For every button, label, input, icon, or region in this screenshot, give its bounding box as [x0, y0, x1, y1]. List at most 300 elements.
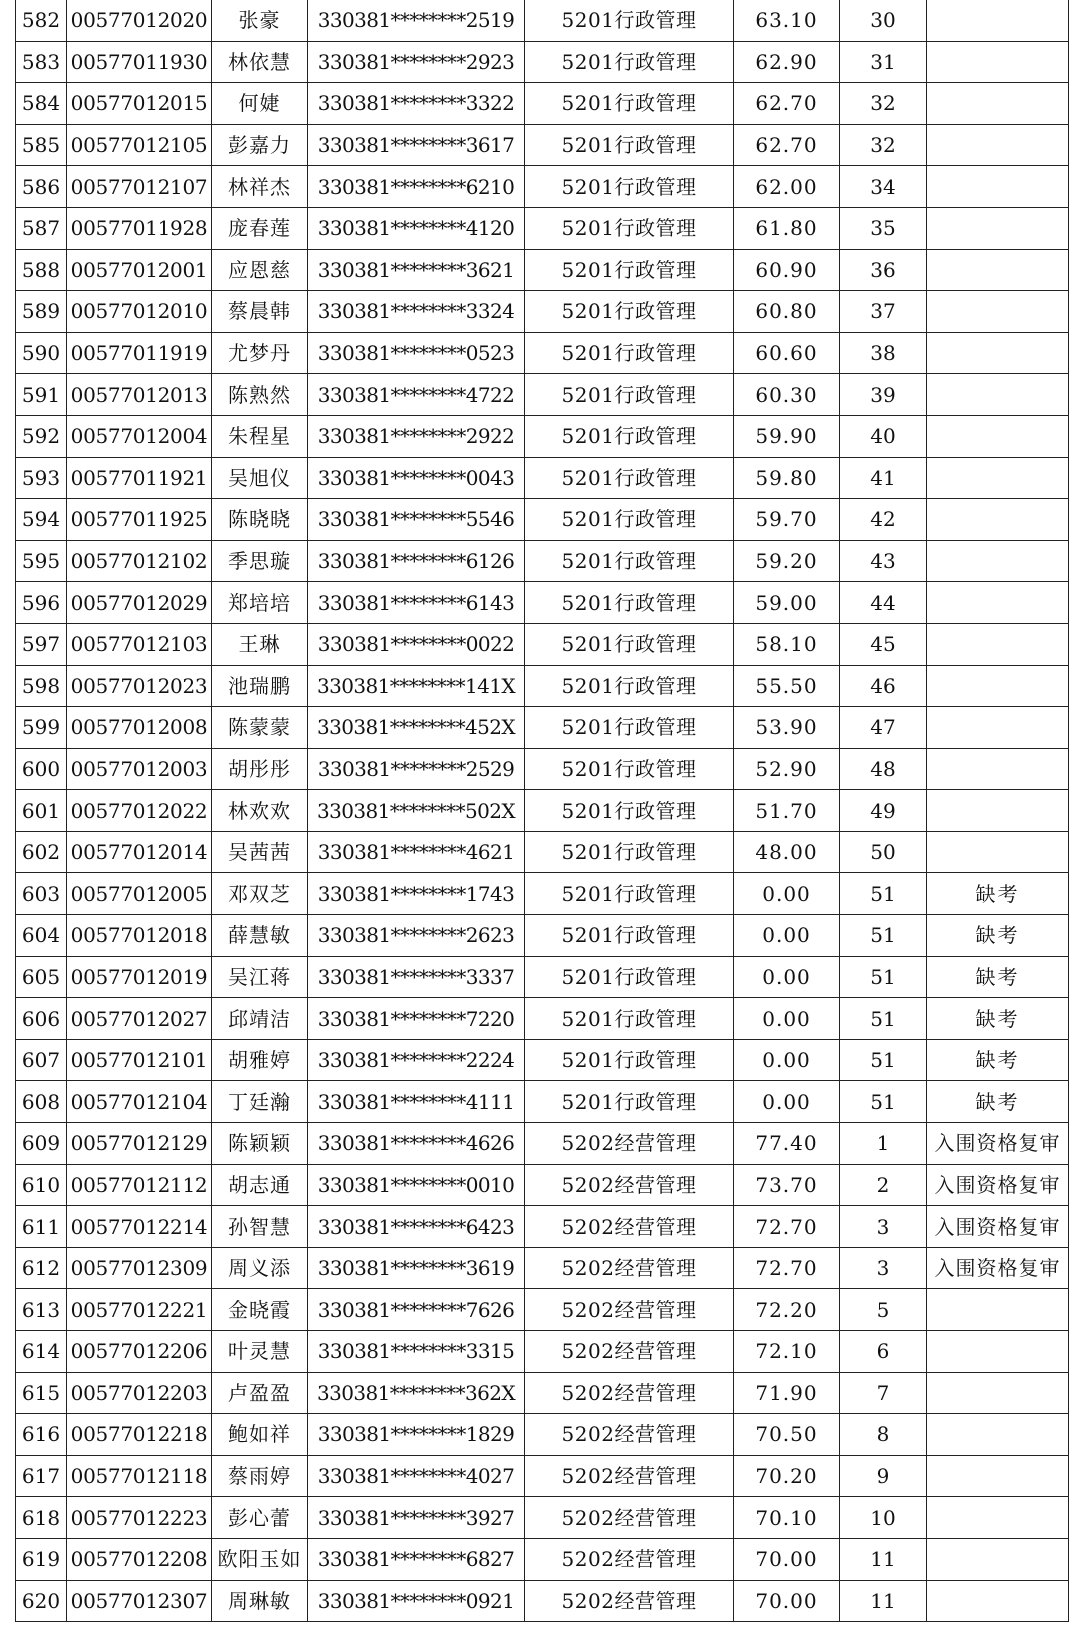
remark-cell	[927, 124, 1069, 166]
seq-cell: 596	[16, 582, 67, 624]
ticket-number-cell: 00577012015	[67, 83, 212, 125]
position-cell: 5201行政管理	[525, 83, 734, 125]
remark-cell: 缺考	[927, 873, 1069, 915]
score-cell: 62.00	[734, 166, 840, 208]
table-row	[16, 0, 1069, 41]
remark-cell	[927, 623, 1069, 665]
remark-cell	[927, 1580, 1069, 1622]
seq-cell: 594	[16, 499, 67, 541]
name-cell: 孙智慧	[212, 1206, 308, 1248]
name-cell: 邓双芝	[212, 873, 308, 915]
seq-cell: 610	[16, 1164, 67, 1206]
score-cell: 70.20	[734, 1455, 840, 1497]
name-cell: 朱程星	[212, 415, 308, 457]
position-cell: 5202经营管理	[525, 1414, 734, 1456]
id-number-cell: 330381********3322	[308, 83, 525, 125]
score-cell: 0.00	[734, 1039, 840, 1081]
table-row	[16, 1039, 1069, 1081]
rank-cell: 11	[840, 1538, 927, 1580]
rank-cell: 3	[840, 1247, 927, 1289]
score-cell: 52.90	[734, 748, 840, 790]
name-cell: 季思璇	[212, 540, 308, 582]
remark-cell	[927, 540, 1069, 582]
position-cell: 5202经营管理	[525, 1289, 734, 1331]
seq-cell: 590	[16, 332, 67, 374]
remark-cell	[927, 41, 1069, 83]
score-cell: 70.00	[734, 1580, 840, 1622]
position-cell: 5202经营管理	[525, 1123, 734, 1165]
id-number-cell: 330381********2519	[308, 0, 525, 41]
seq-cell: 585	[16, 124, 67, 166]
score-cell: 70.50	[734, 1414, 840, 1456]
ticket-number-cell: 00577011919	[67, 332, 212, 374]
score-cell: 59.00	[734, 582, 840, 624]
position-cell: 5201行政管理	[525, 790, 734, 832]
id-number-cell: 330381********0010	[308, 1164, 525, 1206]
id-number-cell: 330381********6143	[308, 582, 525, 624]
remark-cell: 缺考	[927, 1039, 1069, 1081]
position-cell: 5201行政管理	[525, 249, 734, 291]
ticket-number-cell: 00577012014	[67, 831, 212, 873]
score-cell: 70.00	[734, 1538, 840, 1580]
position-cell: 5201行政管理	[525, 582, 734, 624]
name-cell: 陈蒙蒙	[212, 707, 308, 749]
position-cell: 5201行政管理	[525, 207, 734, 249]
position-cell: 5201行政管理	[525, 665, 734, 707]
position-cell: 5201行政管理	[525, 707, 734, 749]
ticket-number-cell: 00577012107	[67, 166, 212, 208]
score-cell: 63.10	[734, 0, 840, 41]
seq-cell: 591	[16, 374, 67, 416]
remark-cell	[927, 332, 1069, 374]
id-number-cell: 330381********502X	[308, 790, 525, 832]
table-row	[16, 1538, 1069, 1580]
ticket-number-cell: 00577012223	[67, 1497, 212, 1539]
score-cell: 48.00	[734, 831, 840, 873]
remark-cell	[927, 166, 1069, 208]
name-cell: 丁廷瀚	[212, 1081, 308, 1123]
table-row	[16, 623, 1069, 665]
id-number-cell: 330381********141X	[308, 665, 525, 707]
remark-cell: 入围资格复审	[927, 1247, 1069, 1289]
rank-cell: 40	[840, 415, 927, 457]
ticket-number-cell: 00577012008	[67, 707, 212, 749]
table-row	[16, 831, 1069, 873]
seq-cell: 584	[16, 83, 67, 125]
seq-cell: 587	[16, 207, 67, 249]
rank-cell: 49	[840, 790, 927, 832]
position-cell: 5201行政管理	[525, 457, 734, 499]
remark-cell	[927, 582, 1069, 624]
score-cell: 62.70	[734, 124, 840, 166]
seq-cell: 600	[16, 748, 67, 790]
rank-cell: 6	[840, 1331, 927, 1373]
score-cell: 71.90	[734, 1372, 840, 1414]
rank-cell: 7	[840, 1372, 927, 1414]
rank-cell: 37	[840, 291, 927, 333]
ticket-number-cell: 00577012307	[67, 1580, 212, 1622]
seq-cell: 614	[16, 1331, 67, 1373]
score-cell: 60.60	[734, 332, 840, 374]
id-number-cell: 330381********4027	[308, 1455, 525, 1497]
score-cell: 59.70	[734, 499, 840, 541]
name-cell: 邱靖洁	[212, 998, 308, 1040]
name-cell: 胡雅婷	[212, 1039, 308, 1081]
id-number-cell: 330381********4626	[308, 1123, 525, 1165]
table-row	[16, 748, 1069, 790]
name-cell: 鲍如祥	[212, 1414, 308, 1456]
remark-cell	[927, 415, 1069, 457]
name-cell: 陈熟然	[212, 374, 308, 416]
score-cell: 59.20	[734, 540, 840, 582]
position-cell: 5201行政管理	[525, 124, 734, 166]
rank-cell: 35	[840, 207, 927, 249]
rank-cell: 48	[840, 748, 927, 790]
score-cell: 51.70	[734, 790, 840, 832]
seq-cell: 617	[16, 1455, 67, 1497]
score-cell: 55.50	[734, 665, 840, 707]
remark-cell	[927, 83, 1069, 125]
remark-cell	[927, 1372, 1069, 1414]
table-row	[16, 1289, 1069, 1331]
rank-cell: 31	[840, 41, 927, 83]
seq-cell: 583	[16, 41, 67, 83]
id-number-cell: 330381********0043	[308, 457, 525, 499]
rank-cell: 43	[840, 540, 927, 582]
rank-cell: 32	[840, 124, 927, 166]
position-cell: 5201行政管理	[525, 998, 734, 1040]
remark-cell	[927, 665, 1069, 707]
rank-cell: 39	[840, 374, 927, 416]
rank-cell: 47	[840, 707, 927, 749]
seq-cell: 605	[16, 956, 67, 998]
score-cell: 72.70	[734, 1206, 840, 1248]
position-cell: 5201行政管理	[525, 873, 734, 915]
table-row	[16, 790, 1069, 832]
score-cell: 0.00	[734, 998, 840, 1040]
rank-cell: 5	[840, 1289, 927, 1331]
name-cell: 彭心蕾	[212, 1497, 308, 1539]
position-cell: 5202经营管理	[525, 1331, 734, 1373]
seq-cell: 589	[16, 291, 67, 333]
id-number-cell: 330381********0921	[308, 1580, 525, 1622]
id-number-cell: 330381********3324	[308, 291, 525, 333]
position-cell: 5202经营管理	[525, 1247, 734, 1289]
score-cell: 62.90	[734, 41, 840, 83]
remark-cell	[927, 291, 1069, 333]
position-cell: 5201行政管理	[525, 332, 734, 374]
rank-cell: 45	[840, 623, 927, 665]
rank-cell: 36	[840, 249, 927, 291]
table-row	[16, 998, 1069, 1040]
ticket-number-cell: 00577012003	[67, 748, 212, 790]
name-cell: 庞春莲	[212, 207, 308, 249]
results-sheet	[15, 0, 1068, 1622]
table-row	[16, 249, 1069, 291]
table-row	[16, 707, 1069, 749]
score-cell: 62.70	[734, 83, 840, 125]
ticket-number-cell: 00577012104	[67, 1081, 212, 1123]
remark-cell	[927, 1538, 1069, 1580]
table-row	[16, 1455, 1069, 1497]
name-cell: 池瑞鹏	[212, 665, 308, 707]
ticket-number-cell: 00577012218	[67, 1414, 212, 1456]
name-cell: 郑培培	[212, 582, 308, 624]
position-cell: 5201行政管理	[525, 956, 734, 998]
id-number-cell: 330381********6423	[308, 1206, 525, 1248]
seq-cell: 620	[16, 1580, 67, 1622]
ticket-number-cell: 00577012112	[67, 1164, 212, 1206]
score-cell: 72.10	[734, 1331, 840, 1373]
score-cell: 0.00	[734, 956, 840, 998]
seq-cell: 599	[16, 707, 67, 749]
ticket-number-cell: 00577012214	[67, 1206, 212, 1248]
score-cell: 61.80	[734, 207, 840, 249]
remark-cell: 入围资格复审	[927, 1206, 1069, 1248]
rank-cell: 51	[840, 873, 927, 915]
score-cell: 60.80	[734, 291, 840, 333]
name-cell: 彭嘉力	[212, 124, 308, 166]
table-row	[16, 41, 1069, 83]
id-number-cell: 330381********1743	[308, 873, 525, 915]
id-number-cell: 330381********2623	[308, 915, 525, 957]
seq-cell: 611	[16, 1206, 67, 1248]
id-number-cell: 330381********4111	[308, 1081, 525, 1123]
table-row	[16, 374, 1069, 416]
remark-cell: 入围资格复审	[927, 1123, 1069, 1165]
seq-cell: 593	[16, 457, 67, 499]
seq-cell: 609	[16, 1123, 67, 1165]
name-cell: 蔡晨韩	[212, 291, 308, 333]
ticket-number-cell: 00577011921	[67, 457, 212, 499]
table-row	[16, 124, 1069, 166]
id-number-cell: 330381********6126	[308, 540, 525, 582]
position-cell: 5201行政管理	[525, 374, 734, 416]
position-cell: 5202经营管理	[525, 1497, 734, 1539]
id-number-cell: 330381********7220	[308, 998, 525, 1040]
remark-cell	[927, 0, 1069, 41]
ticket-number-cell: 00577012206	[67, 1331, 212, 1373]
table-row	[16, 207, 1069, 249]
position-cell: 5202经营管理	[525, 1538, 734, 1580]
id-number-cell: 330381********3619	[308, 1247, 525, 1289]
id-number-cell: 330381********362X	[308, 1372, 525, 1414]
seq-cell: 606	[16, 998, 67, 1040]
seq-cell: 608	[16, 1081, 67, 1123]
ticket-number-cell: 00577011930	[67, 41, 212, 83]
seq-cell: 597	[16, 623, 67, 665]
remark-cell: 入围资格复审	[927, 1164, 1069, 1206]
remark-cell	[927, 207, 1069, 249]
remark-cell	[927, 748, 1069, 790]
table-row	[16, 499, 1069, 541]
ticket-number-cell: 00577012004	[67, 415, 212, 457]
table-row	[16, 582, 1069, 624]
name-cell: 胡志通	[212, 1164, 308, 1206]
seq-cell: 616	[16, 1414, 67, 1456]
score-cell: 60.90	[734, 249, 840, 291]
name-cell: 陈晓晓	[212, 499, 308, 541]
position-cell: 5201行政管理	[525, 1039, 734, 1081]
score-cell: 70.10	[734, 1497, 840, 1539]
name-cell: 金晓霞	[212, 1289, 308, 1331]
table-row	[16, 83, 1069, 125]
id-number-cell: 330381********4722	[308, 374, 525, 416]
seq-cell: 612	[16, 1247, 67, 1289]
ticket-number-cell: 00577012203	[67, 1372, 212, 1414]
position-cell: 5201行政管理	[525, 540, 734, 582]
id-number-cell: 330381********3315	[308, 1331, 525, 1373]
ticket-number-cell: 00577012103	[67, 623, 212, 665]
id-number-cell: 330381********3617	[308, 124, 525, 166]
position-cell: 5202经营管理	[525, 1372, 734, 1414]
rank-cell: 51	[840, 1039, 927, 1081]
rank-cell: 50	[840, 831, 927, 873]
remark-cell	[927, 831, 1069, 873]
rank-cell: 51	[840, 998, 927, 1040]
ticket-number-cell: 00577012221	[67, 1289, 212, 1331]
name-cell: 何婕	[212, 83, 308, 125]
position-cell: 5201行政管理	[525, 831, 734, 873]
results-table	[15, 0, 1069, 1622]
table-row	[16, 1247, 1069, 1289]
remark-cell: 缺考	[927, 956, 1069, 998]
ticket-number-cell: 00577012102	[67, 540, 212, 582]
seq-cell: 618	[16, 1497, 67, 1539]
ticket-number-cell: 00577012208	[67, 1538, 212, 1580]
seq-cell: 586	[16, 166, 67, 208]
remark-cell	[927, 707, 1069, 749]
remark-cell	[927, 249, 1069, 291]
ticket-number-cell: 00577012018	[67, 915, 212, 957]
name-cell: 陈颖颖	[212, 1123, 308, 1165]
score-cell: 73.70	[734, 1164, 840, 1206]
remark-cell	[927, 790, 1069, 832]
ticket-number-cell: 00577012005	[67, 873, 212, 915]
position-cell: 5201行政管理	[525, 915, 734, 957]
position-cell: 5202经营管理	[525, 1580, 734, 1622]
rank-cell: 2	[840, 1164, 927, 1206]
name-cell: 吴茜茜	[212, 831, 308, 873]
seq-cell: 607	[16, 1039, 67, 1081]
table-row	[16, 1164, 1069, 1206]
ticket-number-cell: 00577011928	[67, 207, 212, 249]
name-cell: 应恩慈	[212, 249, 308, 291]
score-cell: 59.80	[734, 457, 840, 499]
id-number-cell: 330381********5546	[308, 499, 525, 541]
ticket-number-cell: 00577012013	[67, 374, 212, 416]
position-cell: 5202经营管理	[525, 1164, 734, 1206]
score-cell: 53.90	[734, 707, 840, 749]
name-cell: 欧阳玉如	[212, 1538, 308, 1580]
rank-cell: 44	[840, 582, 927, 624]
rank-cell: 46	[840, 665, 927, 707]
seq-cell: 595	[16, 540, 67, 582]
id-number-cell: 330381********3927	[308, 1497, 525, 1539]
id-number-cell: 330381********7626	[308, 1289, 525, 1331]
rank-cell: 8	[840, 1414, 927, 1456]
score-cell: 60.30	[734, 374, 840, 416]
name-cell: 张豪	[212, 0, 308, 41]
score-cell: 72.20	[734, 1289, 840, 1331]
rank-cell: 38	[840, 332, 927, 374]
name-cell: 林依慧	[212, 41, 308, 83]
rank-cell: 51	[840, 915, 927, 957]
seq-cell: 598	[16, 665, 67, 707]
id-number-cell: 330381********4120	[308, 207, 525, 249]
name-cell: 周琳敏	[212, 1580, 308, 1622]
id-number-cell: 330381********1829	[308, 1414, 525, 1456]
table-row	[16, 166, 1069, 208]
id-number-cell: 330381********2224	[308, 1039, 525, 1081]
ticket-number-cell: 00577012020	[67, 0, 212, 41]
remark-cell	[927, 1414, 1069, 1456]
table-row	[16, 1497, 1069, 1539]
name-cell: 叶灵慧	[212, 1331, 308, 1373]
name-cell: 蔡雨婷	[212, 1455, 308, 1497]
table-row	[16, 956, 1069, 998]
remark-cell	[927, 1455, 1069, 1497]
score-cell: 0.00	[734, 1081, 840, 1123]
ticket-number-cell: 00577012022	[67, 790, 212, 832]
rank-cell: 9	[840, 1455, 927, 1497]
rank-cell: 1	[840, 1123, 927, 1165]
remark-cell	[927, 1331, 1069, 1373]
remark-cell: 缺考	[927, 1081, 1069, 1123]
seq-cell: 603	[16, 873, 67, 915]
remark-cell: 缺考	[927, 915, 1069, 957]
id-number-cell: 330381********4621	[308, 831, 525, 873]
position-cell: 5201行政管理	[525, 0, 734, 41]
ticket-number-cell: 00577012027	[67, 998, 212, 1040]
seq-cell: 615	[16, 1372, 67, 1414]
remark-cell	[927, 1497, 1069, 1539]
name-cell: 王琳	[212, 623, 308, 665]
id-number-cell: 330381********2922	[308, 415, 525, 457]
remark-cell	[927, 499, 1069, 541]
ticket-number-cell: 00577012118	[67, 1455, 212, 1497]
remark-cell: 缺考	[927, 998, 1069, 1040]
position-cell: 5201行政管理	[525, 1081, 734, 1123]
id-number-cell: 330381********6827	[308, 1538, 525, 1580]
name-cell: 胡彤彤	[212, 748, 308, 790]
id-number-cell: 330381********452X	[308, 707, 525, 749]
table-row	[16, 415, 1069, 457]
rank-cell: 3	[840, 1206, 927, 1248]
seq-cell: 602	[16, 831, 67, 873]
ticket-number-cell: 00577012001	[67, 249, 212, 291]
ticket-number-cell: 00577011925	[67, 499, 212, 541]
score-cell: 72.70	[734, 1247, 840, 1289]
table-row	[16, 540, 1069, 582]
seq-cell: 592	[16, 415, 67, 457]
score-cell: 0.00	[734, 915, 840, 957]
table-row	[16, 1331, 1069, 1373]
table-row	[16, 457, 1069, 499]
name-cell: 林欢欢	[212, 790, 308, 832]
ticket-number-cell: 00577012309	[67, 1247, 212, 1289]
name-cell: 薛慧敏	[212, 915, 308, 957]
position-cell: 5201行政管理	[525, 748, 734, 790]
seq-cell: 601	[16, 790, 67, 832]
table-row	[16, 1081, 1069, 1123]
table-row	[16, 1580, 1069, 1622]
table-row	[16, 915, 1069, 957]
id-number-cell: 330381********6210	[308, 166, 525, 208]
position-cell: 5201行政管理	[525, 623, 734, 665]
ticket-number-cell: 00577012023	[67, 665, 212, 707]
rank-cell: 42	[840, 499, 927, 541]
